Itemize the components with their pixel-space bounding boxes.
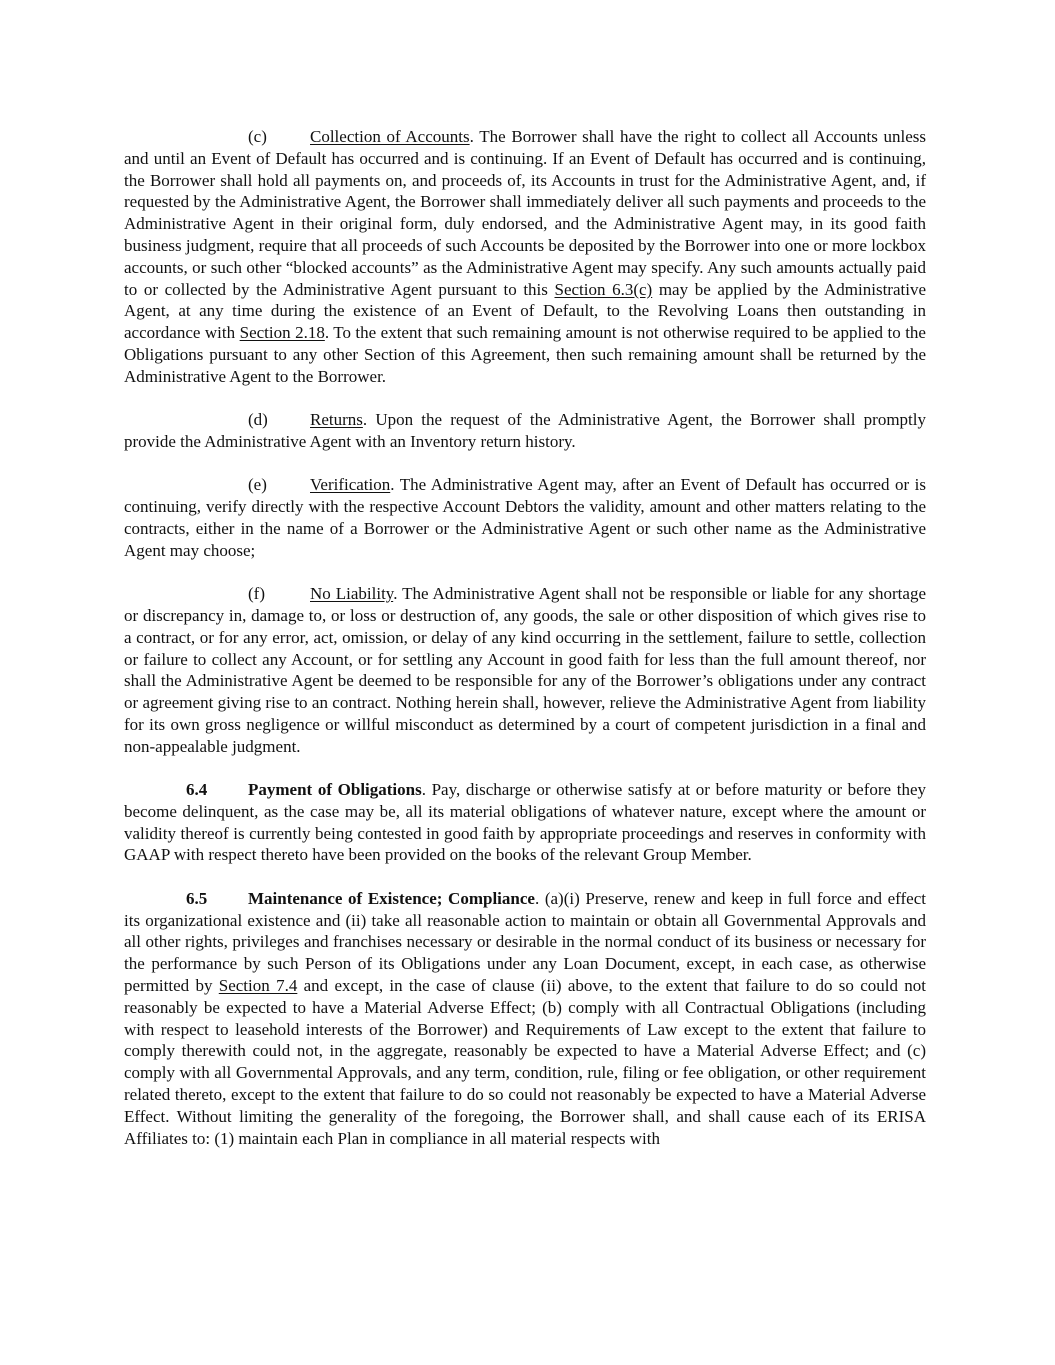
section-6-4 [124,779,926,866]
clause-heading: Returns [310,410,363,430]
paragraph-c [124,126,926,388]
section-number: 6.4 [186,780,208,800]
section-heading: Payment of Obligations [248,780,422,800]
section-text: . (a)(i) Preserve, renew and keep in full force and effect its organizational existence and (ii) take all reasonable action to maintain or obtain all Governmental Approvals and all other rights, privileges and franchises necessary or desirable in the normal conduct of its business or necessary for the performance by such Person of its Obligations under any Loan Document, except, in each case, as otherwise permitted by [124,888,926,996]
clause-text: . The Borrower shall have the right to collect all Accounts unless and until an Event of Default has occurred and is continuing. If an Event of Default has occurred and is continuing, the Borrower shall hold all payments on, and proceeds of, its Accounts in trust for the Administrative Agent, and, if requested by the Administrative Agent, the Borrower shall immediately deliver all such payments and proceeds to the Administrative Agent in their original form, duly endorsed, and the Administrative Agent may, in its good faith business judgment, require that all proceeds of such Accounts be deposited by the Borrower into one or more lockbox accounts, or such other “blocked accounts” as the Administrative Agent may specify. Any such amounts actually paid to or collected by the Administrative Agent pursuant to this [124,127,926,299]
section-text: . Pay, discharge or otherwise satisfy at or before maturity or before they become delinquent, as the case may be, all its material obligations of whatever nature, except where the amount or validity thereof is currently being contested in good faith by appropriate proceedings and reserves in conformity with GAAP with respect thereto have been provided on the books of the relevant Group Member. [124,780,926,865]
clause-heading: Verification [310,475,391,495]
section-text: and except, in the case of clause (ii) above, to the extent that failure to do so could not reasonably be expected to have a Material Adverse Effect; (b) comply with all Contractual Obligations (including with respect to leasehold interests of the Borrower) and Requirements of Law except to the extent that failure to comply therewith could not, in the aggregate, reasonably be expected to have a Material Adverse Effect; and (c) comply with all Governmental Approvals, and any term, condition, rule, filing or fee obligation, or other requirement related thereto, except to the extent that failure to do so could not reasonably be expected to have a Material Adverse Effect. Without limiting the generality of the foregoing, the Borrower shall, and shall cause each of its ERISA Affiliates to: (1) maintain each Plan in compliance in all material respects with [124,976,926,1148]
clause-heading: No Liability [310,584,394,604]
clause-text: . The Administrative Agent shall not be responsible or liable for any shortage or discrepancy in, damage to, or loss or destruction of, any goods, the sale or other disposition of which gives rise to a contract, or for any error, act, omission, or delay of any kind occurring in the settlement, failure to settle, collection or failure to collect any Account, or for settling any Account in good faith for less than the full amount thereof, nor shall the Administrative Agent be deemed to be responsible for any of the Borrower’s obligations under any contract or agreement giving rise to an contract. Nothing herein shall, however, relieve the Administrative Agent from liability for its own gross negligence or willful misconduct as determined by a court of competent jurisdiction in a final and non-appealable judgment. [124,584,926,756]
clause-marker: (d) [248,410,268,430]
section-heading: Maintenance of Existence; Compliance [248,888,535,908]
paragraph-d [124,409,926,453]
clause-marker: (e) [248,475,267,495]
section-reference: Section 6.3(c) [554,279,653,299]
clause-marker: (f) [248,584,265,604]
section-6-5 [124,888,926,1150]
clause-heading: Collection of Accounts [310,127,470,146]
section-number: 6.5 [186,888,208,908]
clause-text: . Upon the request of the Administrative Agent, the Borrower shall promptly provide the Administrative Agent with an Inventory return history. [124,410,926,451]
clause-text: may be applied by the Administrative Agent, at any time during the existence of an Event of Default, to the Revolving Loans then outstanding in accordance with [124,279,926,343]
section-reference: Section 7.4 [218,976,298,996]
section-reference: Section 2.18 [239,323,325,343]
clause-text: . The Administrative Agent may, after an Event of Default has occurred or is continuing, verify directly with the respective Account Debtors the validity, amount and other matters relating to the contracts, either in the name of a Borrower or the Administrative Agent or such other name as the Administrative Agent may choose; [124,475,926,560]
clause-text: . To the extent that such remaining amount is not otherwise required to be applied to the Obligations pursuant to any other Section of this Agreement, then such remaining amount shall be returned by the Administrative Agent to the Borrower. [124,323,926,386]
document-page [124,126,926,1171]
paragraph-f [124,583,926,757]
paragraph-e [124,474,926,561]
clause-marker: (c) [248,127,267,146]
